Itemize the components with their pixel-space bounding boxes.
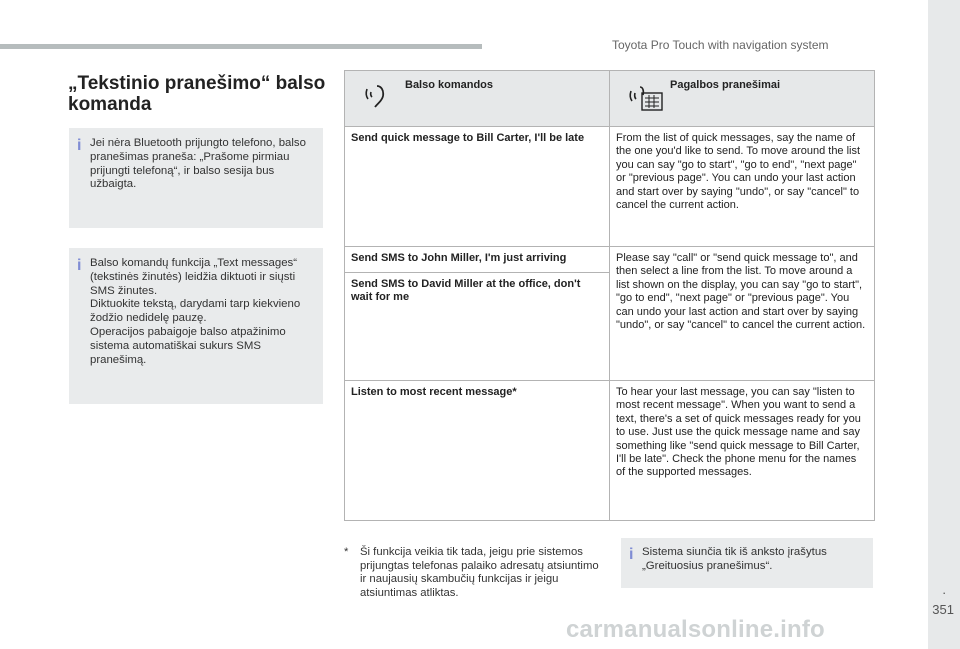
note-text: Jei nėra Bluetooth prijungto telefono, balso pranešimas praneša: „Prašome pirmiau prijungti telefoną“, ir balso sesija bus užbaigta. [90,137,306,191]
page-marker: . [942,582,946,597]
column-header-help [610,71,875,127]
header-bar [0,44,482,49]
command-cell: Send SMS to David Miller at the office, don't wait for me [345,273,610,381]
footnote-text: Ši funkcija veikia tik tada, jeigu prie sistemos prijungtas telefonas palaiko adresatų atsiuntimo ir naujausių skambučių funkcijas ir jeigu atsiuntimas atliktas. [360,546,599,599]
section-title: „Tekstinio pranešimo“ balso komanda [68,73,326,115]
header-title: Toyota Pro Touch with navigation system [612,38,829,52]
table-row [345,247,875,273]
command-cell: Listen to most recent message* [345,381,610,521]
info-note-bluetooth [69,128,323,228]
watermark: carmanualsonline.info [566,616,825,643]
table-header-row [345,71,875,127]
table-row [345,127,875,247]
table-row [345,381,875,521]
column-header-commands [345,71,610,127]
help-cell: To hear your last message, you can say "listen to most recent message". When you want to send a text, there's a set of quick messages ready for you to use. Just use the quick message name and say something like "send quick message to Bill Carter, I'll be late". Check the phone menu for the names of the supported messages. [610,381,875,521]
help-cell: From the list of quick messages, say the name of the one you'd like to send. To move around the list you can say "go to start", "go to end", "next page" or "previous page". You can undo your last action and start over by saying "undo", or say "cancel" to cancel the current action. [610,127,875,247]
info-note-quick-messages [621,538,873,588]
footnote-marker: * [344,546,349,558]
page-side-strip [928,0,960,649]
voice-command-table [344,70,875,521]
note-text: Balso komandų funkcija „Text messages“ (tekstinės žinutės) leidžia diktuoti ir siųsti SMS žinutes. [90,257,298,297]
info-note-text-messages [69,248,323,404]
page-number: 351 [932,602,954,617]
help-cell: Please say "call" or "send quick message to", and then select a line from the list. To move around a list shown on the display, you can say "go to start", "go to end", "next page" or "previous page". You can undo your last action and start over by saying "undo", or say "cancel" to cancel the current action. [610,247,875,381]
note-text: Diktuokite tekstą, darydami tarp kiekvieno žodžio nedidelę pauzę. [90,298,301,325]
voice-command-icon [363,83,387,109]
footnote [344,546,606,600]
note-text: Operacijos pabaigoje balso atpažinimo sistema automatiškai sukurs SMS pranešimą. [90,325,286,366]
column-header-label: Pagalbos pranešimai [670,79,781,91]
info-icon: i [629,546,634,563]
info-icon: i [77,137,82,154]
info-icon: i [77,257,82,274]
command-cell: Send SMS to John Miller, I'm just arriving [345,247,610,273]
voice-help-icon [628,83,666,113]
column-header-label: Balso komandos [405,79,494,91]
command-cell: Send quick message to Bill Carter, I'll be late [345,127,610,247]
note-text: Sistema siunčia tik iš anksto įrašytus „Greituosius pranešimus“. [642,546,827,572]
